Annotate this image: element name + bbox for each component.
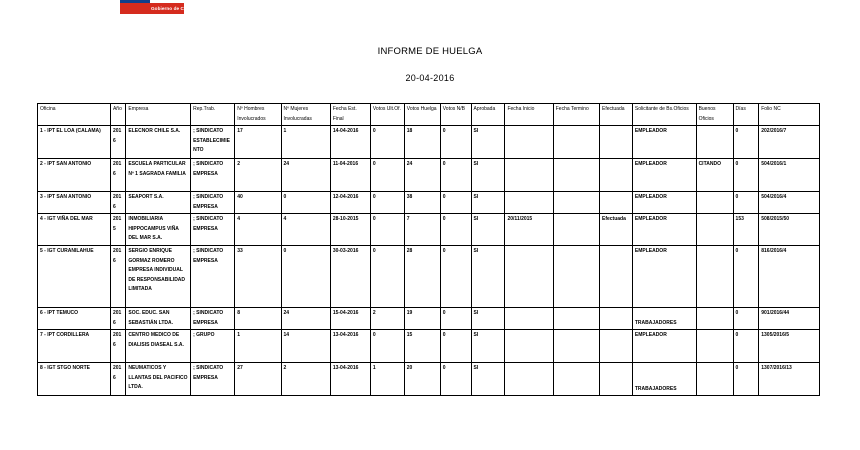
cell-hombres: 8 (235, 308, 281, 330)
cell-fecha-termino (553, 330, 599, 363)
cell-hombres: 1 (235, 330, 281, 363)
cell-hombres: 27 (235, 363, 281, 396)
cell-votos-huelga: 24 (404, 159, 440, 192)
cell-efectuada (599, 308, 632, 330)
cell-buenos-oficios (696, 308, 733, 330)
cell-rep-trab: ; SINDICATO EMPRESA (191, 363, 235, 396)
cell-buenos-oficios: CITANDO (696, 159, 733, 192)
cell-votos-huelga: 28 (404, 246, 440, 308)
cell-fecha-termino (553, 214, 599, 246)
cell-oficina: 1 - IPT EL LOA (CALAMA) (38, 126, 111, 159)
cell-dias: 0 (733, 246, 759, 308)
cell-votos-huelga: 7 (404, 214, 440, 246)
cell-fecha-inicio (505, 363, 553, 396)
header-rep-trab: Rep.Trab. (191, 104, 235, 126)
cell-oficina: 8 - IGT STGO NORTE (38, 363, 111, 396)
header-dias: Días (733, 104, 759, 126)
header-votos-nb: Votos N/B (440, 104, 471, 126)
cell-buenos-oficios (696, 126, 733, 159)
cell-oficina: 5 - IGT CURANILAHUE (38, 246, 111, 308)
header-efectuada: Efectuada (599, 104, 632, 126)
cell-folio-nc: 1307/2016/13 (759, 363, 820, 396)
cell-efectuada (599, 246, 632, 308)
logo-label: Gobierno de Chile (120, 3, 184, 14)
cell-anio: 2016 (110, 126, 125, 159)
cell-votos-ult-of: 1 (370, 363, 404, 396)
cell-folio-nc: 901/2016/44 (759, 308, 820, 330)
table-row (38, 246, 820, 308)
cell-mujeres: 0 (281, 192, 330, 214)
table-row (38, 214, 820, 246)
cell-votos-nb: 0 (440, 192, 471, 214)
cell-rep-trab: ; SINDICATO EMPRESA (191, 192, 235, 214)
cell-efectuada (599, 192, 632, 214)
header-mujeres: Nº Mujeres Involucradas (281, 104, 330, 126)
header-fecha-est-final: Fecha Est. Final (330, 104, 370, 126)
cell-oficina: 7 - IPT CORDILLERA (38, 330, 111, 363)
cell-oficina: 2 - IPT SAN ANTONIO (38, 159, 111, 192)
cell-mujeres: 1 (281, 126, 330, 159)
cell-anio: 2016 (110, 330, 125, 363)
cell-solicitante: EMPLEADOR (632, 192, 696, 214)
cell-empresa: ELECNOR CHILE S.A. (126, 126, 191, 159)
cell-fecha-est-final: 30-03-2016 (330, 246, 370, 308)
cell-dias: 0 (733, 363, 759, 396)
cell-anio: 2016 (110, 159, 125, 192)
cell-hombres: 17 (235, 126, 281, 159)
cell-votos-nb: 0 (440, 159, 471, 192)
cell-empresa: NEUMATICOS Y LLANTAS DEL PACIFICO LTDA. (126, 363, 191, 396)
table-header-row (38, 104, 820, 126)
cell-empresa: INMOBILIARIA HIPPOCAMPUS VIÑA DEL MAR S.A. (126, 214, 191, 246)
cell-votos-ult-of: 0 (370, 214, 404, 246)
header-folio-nc: Folio NC (759, 104, 820, 126)
cell-buenos-oficios (696, 363, 733, 396)
header-empresa: Empresa (126, 104, 191, 126)
cell-oficina: 3 - IPT SAN ANTONIO (38, 192, 111, 214)
cell-buenos-oficios (696, 214, 733, 246)
table-row (38, 363, 820, 396)
cell-votos-huelga: 19 (404, 308, 440, 330)
header-votos-huelga: Votos Huelga (404, 104, 440, 126)
cell-votos-nb: 0 (440, 214, 471, 246)
cell-fecha-est-final: 13-04-2016 (330, 330, 370, 363)
header-aprobada: Aprobada (471, 104, 505, 126)
cell-fecha-est-final: 28-10-2015 (330, 214, 370, 246)
cell-fecha-est-final: 11-04-2016 (330, 159, 370, 192)
strike-report-table (37, 103, 820, 396)
cell-solicitante: EMPLEADOR (632, 159, 696, 192)
cell-folio-nc: 504/2016/4 (759, 192, 820, 214)
cell-anio: 2015 (110, 214, 125, 246)
cell-anio: 2016 (110, 308, 125, 330)
cell-efectuada (599, 363, 632, 396)
cell-aprobada: SI (471, 126, 505, 159)
header-hombres: Nº Hombres Involucrados (235, 104, 281, 126)
cell-hombres: 40 (235, 192, 281, 214)
cell-empresa: SOC. EDUC. SAN SEBASTIÁN LTDA. (126, 308, 191, 330)
cell-fecha-est-final: 13-04-2016 (330, 363, 370, 396)
cell-votos-nb: 0 (440, 126, 471, 159)
cell-dias: 0 (733, 159, 759, 192)
cell-buenos-oficios (696, 246, 733, 308)
cell-fecha-inicio: 20/11/2015 (505, 214, 553, 246)
cell-dias: 0 (733, 308, 759, 330)
cell-folio-nc: 202/2016/7 (759, 126, 820, 159)
cell-mujeres: 24 (281, 159, 330, 192)
cell-fecha-inicio (505, 308, 553, 330)
cell-votos-ult-of: 2 (370, 308, 404, 330)
cell-empresa: SEAPORT S.A. (126, 192, 191, 214)
cell-aprobada: SI (471, 214, 505, 246)
cell-mujeres: 0 (281, 246, 330, 308)
cell-efectuada (599, 126, 632, 159)
cell-dias: 0 (733, 330, 759, 363)
cell-fecha-termino (553, 126, 599, 159)
cell-mujeres: 2 (281, 363, 330, 396)
cell-votos-huelga: 20 (404, 363, 440, 396)
cell-fecha-est-final: 15-04-2016 (330, 308, 370, 330)
cell-efectuada (599, 159, 632, 192)
cell-solicitante: EMPLEADOR (632, 214, 696, 246)
header-solicitante: Solicitante de Bs.Oficios (632, 104, 696, 126)
header-buenos-oficios: Buenos Oficios (696, 104, 733, 126)
cell-rep-trab: ; SINDICATO EMPRESA (191, 308, 235, 330)
cell-solicitante: TRABAJADORES (632, 363, 696, 396)
cell-empresa: SERGIO ENRIQUE GORMAZ ROMERO EMPRESA INDIVIDUAL DE RESPONSABILIDAD LIMITADA (126, 246, 191, 308)
cell-fecha-termino (553, 246, 599, 308)
cell-buenos-oficios (696, 330, 733, 363)
cell-fecha-inicio (505, 246, 553, 308)
cell-fecha-inicio (505, 126, 553, 159)
table-row (38, 308, 820, 330)
cell-aprobada: SI (471, 363, 505, 396)
cell-oficina: 6 - IPT TEMUCO (38, 308, 111, 330)
cell-mujeres: 14 (281, 330, 330, 363)
cell-folio-nc: 508/2015/50 (759, 214, 820, 246)
cell-aprobada: SI (471, 246, 505, 308)
cell-solicitante: TRABAJADORES (632, 308, 696, 330)
table-row (38, 126, 820, 159)
cell-hombres: 33 (235, 246, 281, 308)
cell-votos-nb: 0 (440, 363, 471, 396)
cell-fecha-termino (553, 159, 599, 192)
cell-aprobada: SI (471, 192, 505, 214)
cell-rep-trab: ; SINDICATO ESTABLECIMIENTO (191, 126, 235, 159)
cell-votos-huelga: 18 (404, 126, 440, 159)
cell-votos-ult-of: 0 (370, 330, 404, 363)
cell-hombres: 4 (235, 214, 281, 246)
cell-rep-trab: ; GRUPO (191, 330, 235, 363)
header-fecha-termino: Fecha Termino (553, 104, 599, 126)
cell-fecha-inicio (505, 330, 553, 363)
cell-votos-ult-of: 0 (370, 192, 404, 214)
cell-votos-huelga: 15 (404, 330, 440, 363)
cell-votos-nb: 0 (440, 308, 471, 330)
cell-aprobada: SI (471, 159, 505, 192)
cell-empresa: CENTRO MEDICO DE DIALISIS DIASEAL S.A. (126, 330, 191, 363)
cell-aprobada: SI (471, 308, 505, 330)
cell-rep-trab: ; SINDICATO EMPRESA (191, 246, 235, 308)
cell-fecha-termino (553, 192, 599, 214)
cell-efectuada (599, 330, 632, 363)
table-row (38, 192, 820, 214)
report-title: INFORME DE HUELGA (377, 46, 483, 57)
cell-votos-nb: 0 (440, 246, 471, 308)
cell-mujeres: 4 (281, 214, 330, 246)
cell-dias: 0 (733, 126, 759, 159)
header-votos-ult-of: Votos Ult.Of. (370, 104, 404, 126)
cell-efectuada: Efectuada (599, 214, 632, 246)
cell-oficina: 4 - IGT VIÑA DEL MAR (38, 214, 111, 246)
cell-votos-nb: 0 (440, 330, 471, 363)
cell-fecha-termino (553, 308, 599, 330)
table-row (38, 159, 820, 192)
header-fecha-inicio: Fecha Inicio (505, 104, 553, 126)
cell-votos-huelga: 38 (404, 192, 440, 214)
cell-folio-nc: 1305/2016/5 (759, 330, 820, 363)
cell-rep-trab: ; SINDICATO EMPRESA (191, 159, 235, 192)
cell-dias: 0 (733, 192, 759, 214)
cell-solicitante: EMPLEADOR (632, 246, 696, 308)
report-date: 20-04-2016 (405, 73, 455, 83)
cell-folio-nc: 504/2016/1 (759, 159, 820, 192)
header-anio: Año (110, 104, 125, 126)
cell-votos-ult-of: 0 (370, 246, 404, 308)
table-row (38, 330, 820, 363)
gobierno-logo (120, 0, 193, 14)
cell-anio: 2016 (110, 192, 125, 214)
cell-folio-nc: 816/2016/4 (759, 246, 820, 308)
cell-fecha-inicio (505, 159, 553, 192)
cell-votos-ult-of: 0 (370, 126, 404, 159)
cell-anio: 2016 (110, 246, 125, 308)
cell-buenos-oficios (696, 192, 733, 214)
cell-aprobada: SI (471, 330, 505, 363)
cell-dias: 153 (733, 214, 759, 246)
cell-empresa: ESCUELA PARTICULAR Nº 1 SAGRADA FAMILIA (126, 159, 191, 192)
cell-fecha-est-final: 12-04-2016 (330, 192, 370, 214)
cell-solicitante: EMPLEADOR (632, 126, 696, 159)
header-oficina: Oficina (38, 104, 111, 126)
cell-fecha-inicio (505, 192, 553, 214)
cell-rep-trab: ; SINDICATO EMPRESA (191, 214, 235, 246)
cell-mujeres: 24 (281, 308, 330, 330)
cell-fecha-est-final: 14-04-2016 (330, 126, 370, 159)
cell-votos-ult-of: 0 (370, 159, 404, 192)
cell-fecha-termino (553, 363, 599, 396)
cell-solicitante: EMPLEADOR (632, 330, 696, 363)
cell-anio: 2016 (110, 363, 125, 396)
cell-hombres: 2 (235, 159, 281, 192)
